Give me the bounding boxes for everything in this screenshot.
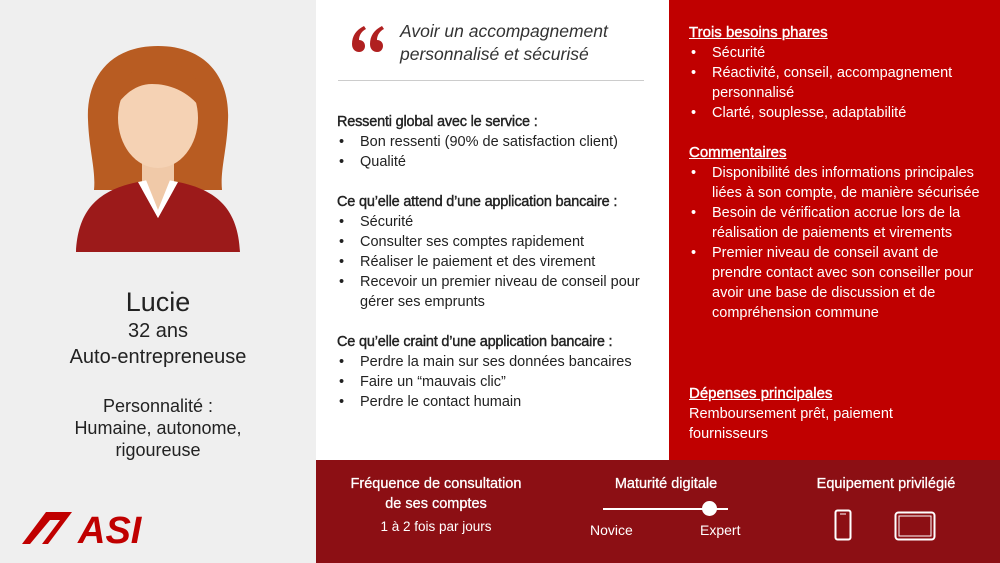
list-item: • Sécurité [689, 43, 981, 63]
list-item: • Premier niveau de conseil avant de prendre contact avec son conseiller pour avoir une base de discussion et de compréhension commune [689, 243, 981, 323]
divider [338, 80, 644, 81]
section-needs [689, 23, 981, 123]
list-item: • Besoin de vérification accrue lors de la réalisation de paiements et virements [689, 203, 981, 243]
persona-avatar-icon [68, 40, 248, 252]
personality-line-2: rigoureuse [115, 440, 201, 460]
svg-text:ASI: ASI [78, 510, 142, 548]
section-craintes [337, 332, 667, 412]
list-item: • Consulter ses comptes rapidement [337, 232, 667, 252]
section-title: Ressenti global avec le service : [337, 114, 538, 130]
persona-job: Auto-entrepreneuse [69, 346, 247, 368]
maturity-min-label: Novice [590, 522, 633, 538]
smartphone-icon [834, 509, 852, 541]
section-expenses [689, 384, 981, 444]
tablet-icon [894, 511, 936, 541]
maturity-title-wrap [586, 474, 746, 494]
list-item: • Sécurité [337, 212, 667, 232]
needs-panel [669, 0, 1000, 460]
list-item: • Perdre la main sur ses données bancaires [337, 352, 667, 372]
needs-title: Trois besoins phares [689, 24, 828, 41]
comments-title: Commentaires [689, 144, 787, 161]
persona-name: Lucie [125, 287, 191, 317]
quote-line-1: Avoir un accompagnement [400, 21, 608, 41]
company-logo [20, 508, 160, 548]
list-item: • Disponibilité des informations principales liées à son compte, de manière sécurisée [689, 163, 981, 203]
maturity-max-label: Expert [700, 522, 741, 538]
personality-label: Personnalité : [102, 396, 214, 416]
section-comments [689, 143, 981, 323]
quote-line-2: personnalisé et sécurisé [400, 44, 589, 64]
list-item: • Recevoir un premier niveau de conseil pour gérer ses emprunts [337, 272, 650, 312]
persona-details [316, 0, 669, 460]
equipment-title-wrap [796, 474, 976, 494]
list-item: • Qualité [337, 152, 667, 172]
list-item: • Bon ressenti (90% de satisfaction client) [337, 132, 667, 152]
list-item: • Perdre le contact humain [337, 392, 667, 412]
section-title: Ce qu’elle attend d’une application bancaire : [337, 194, 618, 210]
personality-line-1: Humaine, autonome, [74, 418, 242, 438]
list-item: • Clarté, souplesse, adaptabilité [689, 103, 981, 123]
section-attentes [337, 192, 667, 312]
list-item: • Réactivité, conseil, accompagnement personnalisé [689, 63, 981, 103]
equipment-title: Equipement privilégié [816, 476, 956, 492]
section-title: Ce qu’elle craint d’une application bancaire : [337, 334, 613, 350]
persona-age: 32 ans [127, 320, 189, 342]
frequency-value: 1 à 2 fois par jours [380, 519, 492, 534]
list-item: • Réaliser le paiement et des virement [337, 252, 667, 272]
frequency-title-line-1: Fréquence de consultation [350, 476, 522, 492]
maturity-title: Maturité digitale [614, 476, 718, 492]
maturity-slider-knob [702, 501, 717, 516]
persona-personality [0, 395, 316, 461]
consultation-frequency [326, 474, 546, 536]
persona-panel [0, 0, 316, 563]
section-ressenti [337, 112, 667, 172]
bottom-bar [316, 460, 1000, 563]
quote-text [400, 20, 650, 66]
quote-icon [350, 22, 384, 54]
frequency-title-line-2: de ses comptes [385, 496, 487, 512]
expenses-title: Dépenses principales [689, 385, 833, 402]
list-item: • Faire un “mauvais clic” [337, 372, 667, 392]
expenses-text: Remboursement prêt, paiement fournisseurs [689, 406, 893, 442]
